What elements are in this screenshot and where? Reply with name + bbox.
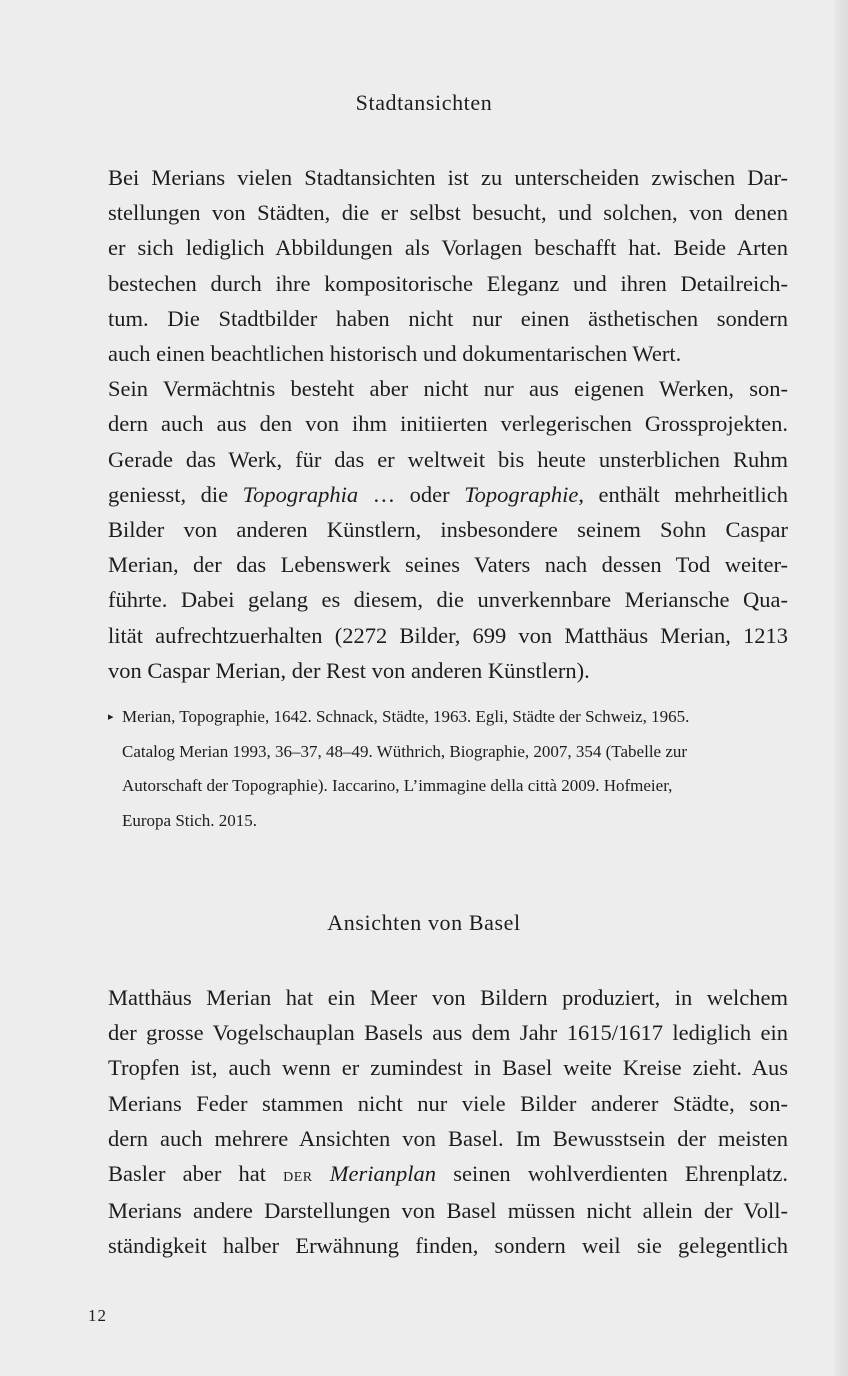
references-note	[108, 700, 750, 838]
reference-line: Catalog Merian 1993, 36–37, 48–49. Wüthrich, Biographie, 2007, 354 (Tabelle zur	[122, 741, 688, 761]
text-line: Bilder von anderen Künstlern, insbesondere seinem Sohn Caspar	[108, 517, 788, 543]
text-line: bestechen durch ihre kompositorische Eleganz und ihren Detailreich-	[108, 270, 788, 296]
book-title-topographia: Topographia	[242, 481, 359, 507]
small-caps-der: der	[283, 1165, 313, 1187]
text-line: lität aufrechtzuerhalten (2272 Bilder, 699 von Matthäus Merian, 1213	[108, 622, 788, 648]
text-line: ständigkeit halber Erwähnung finden, sondern weil sie gelegentlich	[108, 1233, 788, 1259]
text-run: geniesst, die	[108, 481, 243, 507]
text-line: Gerade das Werk, für das er weltweit bis heute unsterblichen Ruhm	[108, 446, 788, 472]
term-merianplan: Merianplan	[329, 1161, 437, 1187]
text-line: der grosse Vogelschauplan Basels aus dem Jahr 1615/1617 lediglich ein	[108, 1020, 788, 1046]
text-line: Merians andere Darstellungen von Basel müssen nicht allein der Voll-	[108, 1198, 788, 1224]
text-line: Merians Feder stammen nicht nur viele Bilder anderer Städte, son-	[108, 1090, 788, 1116]
text-line: Tropfen ist, auch wenn er zumindest in Basel weite Kreise zieht. Aus	[108, 1055, 788, 1081]
paragraph-ansichten-von-basel	[108, 980, 788, 1264]
text-line: dern auch mehrere Ansichten von Basel. Im Bewusstsein der meisten	[108, 1125, 788, 1151]
text-line	[108, 1156, 788, 1193]
text-line: Sein Vermächtnis besteht aber nicht nur aus eigenen Werken, son-	[108, 376, 788, 402]
reference-line: Europa Stich. 2015.	[122, 810, 258, 830]
text-line: Bei Merians vielen Stadtansichten ist zu unterscheiden zwischen Dar-	[108, 165, 788, 190]
reference-line: Autorschaft der Topographie). Iaccarino, L’immagine della città 2009. Hofmeier,	[122, 776, 673, 796]
text-line: stellungen von Städten, die er selbst besucht, und solchen, von denen	[108, 200, 788, 226]
text-line: er sich lediglich Abbildungen als Vorlagen beschafft hat. Beide Arten	[108, 235, 788, 261]
reference-text: Merian, Topographie, 1642. Schnack, Städte, 1963. Egli, Städte der Schweiz, 1965.	[122, 707, 690, 726]
reference-line	[108, 700, 750, 735]
text-line: tum. Die Stadtbilder haben nicht nur einen ästhetischen sondern	[108, 305, 788, 331]
text-line: Matthäus Merian hat ein Meer von Bildern produziert, in welchem	[108, 985, 788, 1010]
text-line: Merian, der das Lebenswerk seines Vaters nach dessen Tod weiter-	[108, 552, 788, 578]
page-edge	[834, 0, 848, 1376]
text-run: , enthält mehrheitlich	[578, 481, 789, 507]
section-heading-stadtansichten: Stadtansichten	[355, 90, 493, 115]
triangle-marker-icon: ▸	[108, 711, 114, 723]
text-line: führte. Dabei gelang es diesem, die unverkennbare Meriansche Qua-	[108, 587, 788, 613]
text-line	[108, 477, 788, 512]
text-run: … oder	[358, 481, 465, 507]
page-number: 12	[88, 1306, 107, 1325]
text-line: dern auch aus den von ihm initiierten verlegerischen Grossprojekten.	[108, 411, 788, 437]
section-heading-ansichten-von-basel: Ansichten von Basel	[327, 910, 521, 935]
text-run: seinen wohlverdienten Ehrenplatz.	[436, 1161, 789, 1187]
text-line: auch einen beachtlichen historisch und dokumentarischen Wert.	[108, 341, 682, 367]
book-title-topographie: Topographie	[464, 481, 579, 507]
text-line: von Caspar Merian, der Rest von anderen Künstlern).	[108, 657, 590, 683]
paragraph-stadtansichten	[108, 160, 788, 688]
text-run: Basler aber hat	[108, 1161, 284, 1187]
